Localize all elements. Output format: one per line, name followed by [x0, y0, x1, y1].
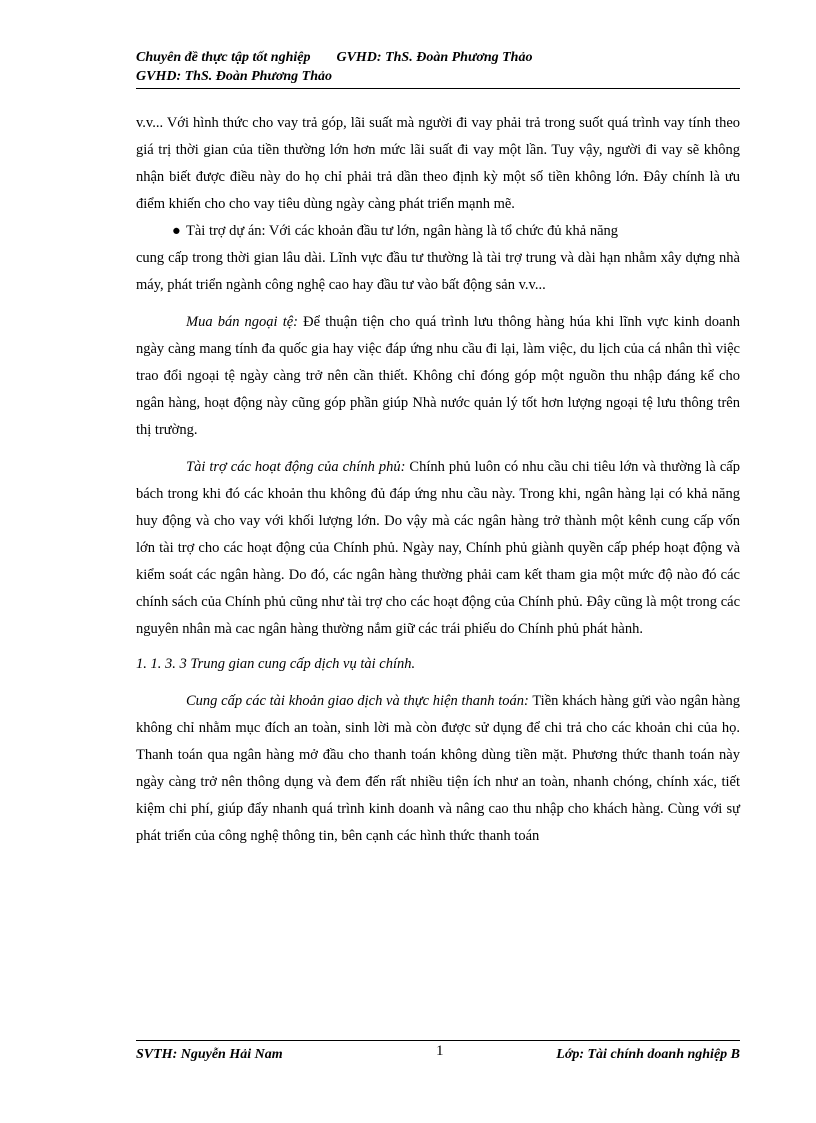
bullet-icon: ● — [172, 223, 181, 239]
paragraph-title: Tài trợ các hoạt động của chính phủ: — [186, 459, 406, 475]
paragraph-installment-loans: v.v... Với hình thức cho vay trả góp, lãi suất mà người đi vay phải trả trong suốt quá trình vay tính theo giá trị thời gian của tiền thường lớn hơn mức lãi suất đi vay một lần. Tuy vậy, người đi vay sẽ không nhận biết được điều này do họ chỉ phải trả dần theo định kỳ một số tiền không lớn. Đây chính là ưu điểm khiến cho cho vay tiêu dùng ngày càng phát triển mạnh mẽ. — [136, 115, 740, 212]
header-line-2: GVHD: ThS. Đoàn Phương Thảo — [136, 69, 332, 84]
section-heading: 1. 1. 3. 3 Trung gian cung cấp dịch vụ tài chính. — [136, 656, 416, 672]
header-document-title: Chuyên đề thực tập tốt nghiệp — [136, 50, 311, 65]
bullet-project-finance — [136, 218, 740, 245]
page-header — [136, 48, 740, 86]
paragraph-government-finance — [136, 454, 740, 643]
paragraph-transaction-accounts — [136, 688, 740, 850]
paragraph-text: Chính phủ luôn có nhu cầu chi tiêu lớn và thường là cấp bách trong khi đó các khoản thu không đủ đáp ứng nhu cầu này. Trong khi, ngân hàng lại có khả năng huy động và cho vay với khối lượng lớn. Do vậy mà các ngân hàng trở thành một kênh cung cấp vốn lớn tài trợ cho các hoạt động của Chính phủ. Ngày nay, Chính phủ giành quyền cấp phép hoạt động và kiểm soát các ngân hàng. Do đó, các ngân hàng thường phải cam kết tham gia một mức độ nào đó các chính sách của Chính phủ cũng như tài trợ cho các hoạt động của Chính phủ. Đây cũng là một trong các nguyên nhân mà cac ngân hàng thường nắm giữ các trái phiếu do Chính phủ phát hành. — [136, 459, 740, 637]
footer-class: Lớp: Tài chính doanh nghiệp B — [556, 1047, 740, 1062]
paragraph-text: Tiền khách hàng gửi vào ngân hàng không chỉ nhằm mục đích an toàn, sinh lời mà còn được sử dụng để chi trả cho các khoản chi của họ. Thanh toán qua ngân hàng mở đầu cho thanh toán không dùng tiền mặt. Phương thức thanh toán này ngày càng trở nên thông dụng và đem đến rất nhiều tiện ích như an toàn, nhanh chóng, chính xác, tiết kiệm chi phí, giúp đẩy nhanh quá trình kinh doanh và nâng cao thu nhập cho khách hàng. Cùng với sự phát triển của công nghệ thông tin, bên cạnh các hình thức thanh toán — [136, 693, 740, 844]
footer-divider — [136, 1040, 740, 1041]
footer-student: SVTH: Nguyễn Hải Nam — [136, 1047, 283, 1062]
header-divider — [136, 88, 740, 89]
header-line-1 — [136, 48, 740, 67]
paragraph-foreign-exchange — [136, 309, 740, 444]
page-number: 1 — [436, 1043, 444, 1059]
header-supervisor: GVHD: ThS. Đoàn Phương Thảo — [336, 50, 533, 65]
bullet-text: Tài trợ dự án: Với các khoản đầu tư lớn, ngân hàng là tổ chức đủ khả năng — [186, 223, 619, 239]
paragraph-title: Mua bán ngoại tệ: — [186, 314, 298, 330]
paragraph-text: Để thuận tiện cho quá trình lưu thông hàng húa khi lĩnh vực kinh doanh ngày càng mang tính đa quốc gia hay việc đáp ứng nhu cầu đi lại, làm việc, du lịch của cá nhân thì việc trao đổi ngoại tệ ngày càng trở nên cần thiết. Không chỉ đóng góp một nguồn thu nhập đáng kể cho ngân hàng, hoạt động này cũng góp phần giúp Nhà nước quản lý tốt hơn lượng ngoại tệ lưu thông trên thị trường. — [136, 314, 740, 438]
bullet-project-finance-continued: cung cấp trong thời gian lâu dài. Lĩnh vực đầu tư thường là tài trợ trung và dài hạn nhằm xây dựng nhà máy, phát triển ngành công nghệ cao hay đầu tư vào bất động sản v.v... — [136, 250, 740, 293]
document-body — [136, 110, 740, 850]
paragraph-title: Cung cấp các tài khoản giao dịch và thực hiện thanh toán: — [186, 693, 529, 709]
